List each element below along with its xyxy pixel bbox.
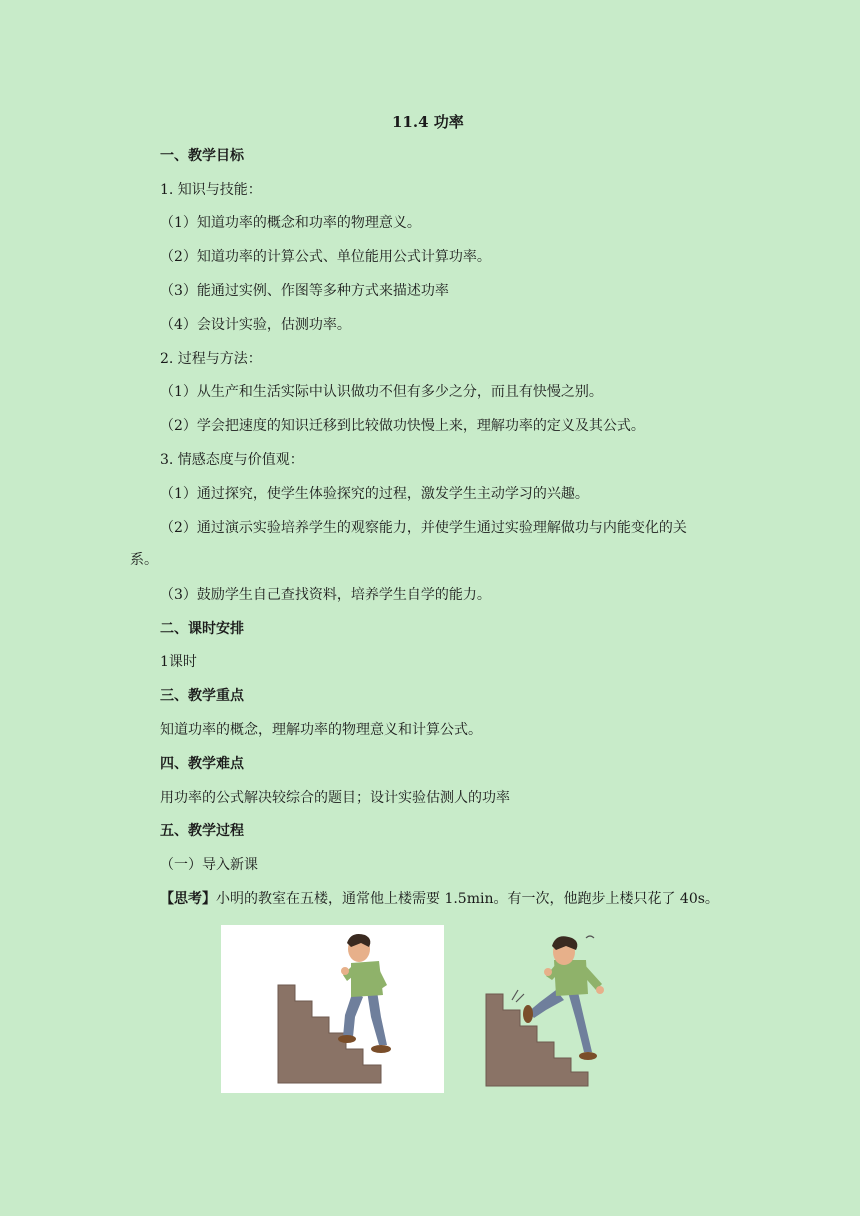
section-heading-difficulties: 四、教学难点	[160, 756, 244, 772]
think-paragraph	[160, 889, 719, 909]
list-item: （1）通过探究，使学生体验探究的过程，激发学生主动学习的兴趣。	[160, 486, 589, 502]
list-item: （2）知道功率的计算公式、单位能用公式计算功率。	[160, 249, 491, 265]
section-heading-schedule: 二、课时安排	[160, 621, 244, 637]
section-heading-process: 五、教学过程	[160, 823, 244, 839]
list-item: （2）通过演示实验培养学生的观察能力，并使学生通过实验理解做功与内能变化的关	[160, 520, 687, 536]
subsection-knowledge: 1. 知识与技能：	[160, 182, 262, 198]
think-tag: 【思考】	[160, 891, 216, 907]
list-item: （1）知道功率的概念和功率的物理意义。	[160, 215, 421, 231]
list-item: （1）从生产和生活实际中认识做功不但有多少之分，而且有快慢之别。	[160, 384, 603, 400]
list-item: （2）学会把速度的知识迁移到比较做功快慢上来，理解功率的定义及其公式。	[160, 418, 645, 434]
list-item-continuation: 系。	[130, 552, 158, 568]
illustration-running	[476, 930, 616, 1090]
subsection-intro: （一）导入新课	[160, 857, 258, 873]
think-body: 小明的教室在五楼，通常他上楼需要 1.5min。有一次，他跑步上楼只花了 40s。	[216, 891, 719, 907]
page-title: 11.4 功率	[392, 113, 464, 131]
illustration-walking	[221, 925, 444, 1093]
list-item: （3）鼓励学生自己查找资料，培养学生自学的能力。	[160, 587, 491, 603]
section-body: 1课时	[160, 654, 197, 670]
boy-walking-upstairs-icon	[221, 925, 444, 1093]
section-body: 知道功率的概念，理解功率的物理意义和计算公式。	[160, 722, 482, 738]
subsection-process: 2. 过程与方法：	[160, 351, 262, 367]
subsection-attitude: 3. 情感态度与价值观：	[160, 452, 304, 468]
section-body: 用功率的公式解决较综合的题目；设计实验估测人的功率	[160, 790, 510, 806]
section-heading-key-points: 三、教学重点	[160, 688, 244, 704]
section-heading-objectives: 一、教学目标	[160, 148, 244, 164]
list-item: （4）会设计实验，估测功率。	[160, 317, 351, 333]
list-item: （3）能通过实例、作图等多种方式来描述功率	[160, 283, 449, 299]
boy-running-upstairs-icon	[476, 930, 616, 1090]
